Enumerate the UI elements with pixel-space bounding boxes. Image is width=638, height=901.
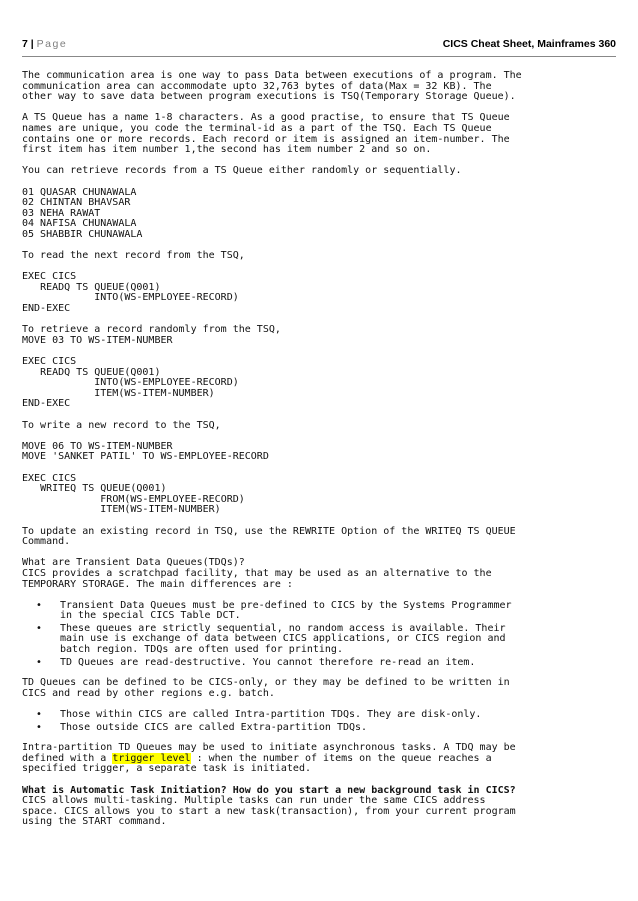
- page-number: 7: [22, 38, 28, 50]
- paragraph-tdq-definition: TD Queues can be defined to be CICS-only, or they may be defined to be written in CICS and read by other regions e.g. batch.: [22, 677, 510, 699]
- highlighted-term: trigger level: [112, 752, 191, 764]
- paragraph-read-random: To retrieve a record randomly from the TSQ, MOVE 03 TO WS-ITEM-NUMBER: [22, 324, 281, 346]
- header-divider: [22, 56, 616, 57]
- code-move-statements: MOVE 06 TO WS-ITEM-NUMBER MOVE 'SANKET PATIL' TO WS-EMPLOYEE-RECORD: [22, 440, 269, 463]
- paragraph-rewrite: To update an existing record in TSQ, use the REWRITE Option of the WRITEQ TS QUEUE Command.: [22, 525, 516, 548]
- paragraph-read-next: To read the next record from the TSQ,: [22, 250, 245, 262]
- list-item: • These queues are strictly sequential, no random access is available. Their main use is exchange of data between CICS applications, or CICS region and batch region. TDQs are often used for printing.: [36, 622, 506, 656]
- list-item: • Those within CICS are called Intra-partition TDQs. They are disk-only.: [36, 709, 482, 721]
- page-word: Page: [36, 38, 68, 50]
- document-title: CICS Cheat Sheet, Mainframes 360: [442, 38, 616, 50]
- bullet-icon: •: [36, 721, 42, 733]
- code-readq-sequential: EXEC CICS READQ TS QUEUE(Q001) INTO(WS-EMPLOYEE-RECORD) END-EXEC: [22, 271, 239, 315]
- code-writeq: EXEC CICS WRITEQ TS QUEUE(Q001) FROM(WS-EMPLOYEE-RECORD) ITEM(WS-ITEM-NUMBER): [22, 472, 245, 516]
- paragraph-retrieve-records: You can retrieve records from a TS Queue either randomly or sequentially.: [22, 165, 462, 177]
- page-number-label: [22, 38, 67, 50]
- tdq-differences-list: [22, 601, 612, 669]
- paragraph-ts-queue-naming: A TS Queue has a name 1-8 characters. As a good practise, to ensure that TS Queue names are unique, you code the terminal-id as a part of the TSQ. Each TS Queue contains one or more records. Each record or item is assigned an item-number. The first item has item number 1,the second has item number 2 and so on.: [22, 112, 510, 156]
- list-item: • TD Queues are read-destructive. You cannot therefore re-read an item.: [36, 656, 476, 668]
- code-readq-random: EXEC CICS READQ TS QUEUE(Q001) INTO(WS-EMPLOYEE-RECORD) ITEM(WS-ITEM-NUMBER) END-EXEC: [22, 356, 239, 410]
- paragraph-write-record: To write a new record to the TSQ,: [22, 419, 221, 431]
- list-item: • Those outside CICS are called Extra-partition TDQs.: [36, 721, 368, 733]
- paragraph-trigger-level: Intra-partition TD Queues may be used to initiate asynchronous tasks. A TDQ may be defined with a trigger level : when the number of items on the queue reaches a specified trigger, a separate task is initiated.: [22, 742, 516, 775]
- paragraph-multitasking: CICS allows multi-tasking. Multiple tasks can run under the same CICS address space. CICS allows you to start a new task(transaction), from your current program using the START command.: [22, 795, 516, 828]
- tdq-types-list: [22, 710, 612, 733]
- record-list: 01 QUASAR CHUNAWALA 02 CHINTAN BHAVSAR 03 NEHA RAWAT 04 NAFISA CHUNAWALA 05 SHABBIR CHUNAWALA: [22, 186, 143, 240]
- page-body: [22, 71, 612, 828]
- question-heading: What is Automatic Task Initiation? How do you start a new background task in CICS?: [22, 784, 516, 796]
- paragraph-communication-area: The communication area is one way to pass Data between executions of a program. The communication area can accommodate upto 32,763 bytes of data(Max = 32 KB). The other way to save data between program executions is TSQ(Temporary Storage Queue).: [22, 70, 522, 103]
- page-separator: |: [30, 38, 34, 50]
- bullet-icon: •: [36, 656, 42, 668]
- bullet-icon: •: [36, 622, 42, 634]
- list-item: • Transient Data Queues must be pre-defined to CICS by the Systems Programmer in the special CICS Table DCT.: [36, 599, 512, 622]
- page-header: [22, 38, 616, 54]
- bullet-icon: •: [36, 709, 42, 721]
- paragraph-tdq-intro: What are Transient Data Queues(TDQs)? CICS provides a scratchpad facility, that may be used as an alternative to the TEMPORARY STORAGE. The main differences are :: [22, 557, 492, 590]
- bullet-icon: •: [36, 599, 42, 611]
